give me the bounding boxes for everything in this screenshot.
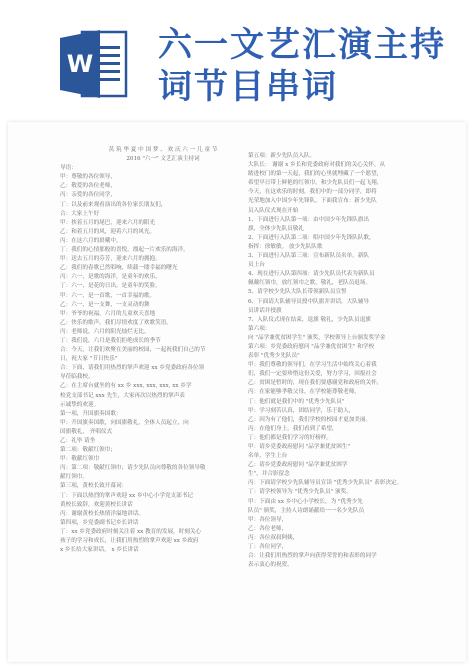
text-line: 们，我们一定要珍惜这份关爱，努力学习，回报社会 (248, 371, 377, 378)
text-line: 莴 筑 华 夏 中 国 梦 、 欢 庆 六 一 儿 童 节 (108, 147, 218, 153)
text-line: 校党支部书记 xxx 先生，大家再次以热烈的掌声表 (60, 392, 185, 399)
text-line: 丁：xx 乡党委政府时刻关注着 xx 教育的发展，时刻关心 (60, 528, 202, 535)
text-line: 乙：礼毕 请坐 (60, 438, 96, 444)
text-line: 导莅临我校。 (60, 374, 94, 381)
left-column (60, 146, 266, 555)
text-line: 丙：第二项：敬献红领巾；请少先队员向尊敬的各位领导敬 (60, 465, 206, 472)
text-line: 丙：老师说，六月的阳光灿烂无比。 (60, 328, 150, 335)
text-line: 第三项，黄校长致开幕词： (60, 483, 128, 490)
text-line: 丁：下面以热烈的掌声欢迎 xx 乡中心小学党支部书记 (60, 492, 193, 499)
text-line: 乙：各位老师， (248, 525, 288, 532)
page-title: 六一文艺汇演主持词节目串词 (158, 25, 446, 107)
text-line: 甲：六一，是一首歌，一首幸福的歌。 (60, 292, 156, 299)
text-line: 队员" 颁奖，主持人诗朗诵献给一一名少先队员 (248, 507, 365, 514)
text-line: 5、请学校少先队大队长带领新队员宣誓 (248, 289, 347, 296)
text-line: 第六项： (248, 325, 271, 332)
text-line: 乙：敬爱的各位老师， (60, 183, 116, 190)
text-line: 甲：送去五月的芬芳，迎来六月的拥抱。 (60, 256, 161, 263)
text-line: 国旗敬礼， 齐唱仪式 (60, 428, 113, 435)
right-column (248, 152, 454, 570)
text-line: 员上台 (248, 262, 265, 269)
text-line: 孩子的学习和成长，让我们用热烈的掌声欢迎 xx 乡政府 (60, 538, 199, 545)
text-line: 丙：亲爱的各位同学， (60, 192, 116, 199)
text-line: 乙：我们的春歌已然唱响，续载一缕幸福的曙光 (60, 265, 178, 272)
header (0, 0, 474, 122)
text-line: 今天，在这欢乐的时刻，我们中的一部分同学，即将 (248, 189, 377, 196)
text-line: 甲：挟着五月的尾巴，迎来六月的阳光 (60, 219, 156, 226)
text-line: 丁：他们都是我们学习的好榜样。 (248, 434, 332, 441)
text-line: 名单，学生上台 (248, 453, 288, 460)
text-line: 3、下面进行入队第三项：宣布新队员名单。新队 (248, 253, 370, 260)
text-line: 4、现在进行入队第四项：请少先队员代表为新队员 (248, 271, 375, 278)
text-line: 踏进校门的第一天起，我们的心里就埋藏了一个愿望， (248, 171, 383, 178)
text-line: 甲：学习刻苦认真，团结同学，乐于助人， (248, 407, 355, 414)
text-line: 丁：各位同学， (248, 544, 288, 551)
text-line: 乙：在主席台就坐的有 xx 乡 xxx, xxx, xxx, xx 乡学 (60, 383, 192, 390)
text-line: 黄校长致辞，欢迎黄校长讲话 (60, 501, 133, 508)
text-line: 6、下面请大队辅导员授中队旗并讲话，大队辅导 (248, 298, 370, 305)
text-line: 第二项：敬献红领巾； (60, 447, 116, 454)
text-line: 乙：和着五月的风，迎着六月的风光。 (60, 228, 156, 235)
text-line: 甲：升国旗奏国歌，向国旗敬礼，全体人员起立，向 (60, 419, 189, 426)
text-line: 合：让我们用热烈的掌声向获得荣誉的和表彰的同学 (248, 553, 377, 560)
text-line: 员讲话并授旗 (248, 307, 282, 314)
text-line: 生"，并合影留念 (248, 471, 290, 478)
text-line: 甲：爷爷的祝福，六月的儿童欢天喜地 (60, 310, 156, 317)
text-line: 1、下面进行入队第一项：由中国少年先锋队旗出 (248, 216, 370, 223)
text-line: 乙：六一，是一支舞，一支灵动的舞 (60, 301, 150, 308)
text-line: 甲：下面由 xx 乡中心小学校长，为 "优秀少先 (248, 498, 363, 505)
text-line: 表示衷心的祝贺。 (248, 562, 293, 569)
text-line: 7、入队仪式现在结束，退旗 敬礼，少先队员退旗 (248, 316, 371, 323)
text-line: 第六项：乡党委政府慰问 "品学兼优贫困生" 和学校 (248, 343, 375, 350)
text-line: 指挥：徐敏敏。 放少先队队歌 (248, 243, 323, 250)
text-line: 丙：在家能够孝敬父母，在学校能尊敬老师， (248, 389, 360, 396)
text-line: 向 "品学兼优贫困学生" 颁奖，学校领导上台颁发奖学金 (248, 334, 386, 341)
text-line: 光荣地加入中国少年先锋队，下面我宣布：新少先队 (248, 198, 377, 205)
text-line: 甲：各位领导， (248, 516, 288, 523)
text-line: 员入队仪式现在开始 (248, 207, 299, 214)
text-line: 丁：我们说，六月是我们拒绝成长的季节 (60, 337, 161, 344)
text-line: 献红领巾。 (60, 474, 88, 481)
text-line: 第五项：新少先队员入队。 (248, 153, 316, 159)
text-line: 合：今天，让我们欢聚在美丽的校园，一起祝我们自己的节 (60, 347, 206, 354)
text-line: 日，祝大家 "节日快乐" (60, 356, 118, 363)
text-line: 丁：他们就是我们中的 "优秀少先队员" (248, 398, 345, 405)
text-line: 示诚挚的欢迎。 (60, 401, 100, 408)
text-line: 丙：六一，是歌的海洋，是童年的欢乐， (60, 274, 161, 281)
text-line: 合：下面，请我们用热烈的掌声欢迎 xx 乡党委政府各位领 (60, 365, 205, 372)
text-line: 甲：敬献红领巾 (60, 456, 100, 463)
text-line: 乙：请乡党委政府慰问 "品学兼优贫困学 (248, 462, 348, 469)
text-line: 导语： (60, 165, 77, 172)
text-line: x 乡长给大家讲话。 x 乡长讲话 (60, 547, 139, 554)
text-line: 第四项，乡党委副书记乡长讲话 (60, 519, 139, 526)
text-line: 丁：我们的心情那般的喜悦，漂起一片欢乐的海洋。 (60, 247, 189, 254)
text-line: 丁：以及前来观看演出的各位家长朋友们， (60, 201, 167, 208)
text-line: 2016 "六一" 文艺汇演主持词 (126, 156, 200, 163)
text-line: 大队长： 谢谢 x 乡长和党委政府对我们的关心关怀，从 (248, 162, 386, 169)
text-line: 旗，全体少先队员敬礼 (248, 225, 304, 232)
text-line: 丙：下面请学校少先队辅导员宣读 "优秀少先队员" 表彰决定。 (248, 480, 403, 487)
text-line: 乙：因为有了他们，我们学校的校园才更加美丽。 (248, 416, 372, 423)
text-line: 表彰 "优秀少先队员" (248, 353, 300, 360)
document-page (8, 122, 466, 662)
text-line: 丙：在这六月的晨曦中， (60, 237, 122, 244)
text-line: 丙：谢谢黄校长热情洋溢地讲话。 (60, 510, 144, 517)
text-line: 乙：快乐的歌声，我们尽情欢度了欢歌笑语。 (60, 319, 172, 326)
text-line: 甲：请乡党委政府慰问 "品学兼优贫困生" (248, 444, 351, 450)
text-line: 合：大家上午好 (60, 210, 100, 217)
text-line: 甲：尊敬的各位领导， (60, 174, 116, 181)
word-doc-icon (60, 26, 132, 102)
text-line: 丁：六一，是花的日出，是童年的笑脸， (60, 283, 161, 290)
text-line: 丙：各位叔叔阿姨， (248, 534, 299, 541)
word-letter: W (66, 50, 94, 78)
text-line: 第一项，升国旗奏国歌： (60, 410, 122, 417)
text-line: 希望早日带上鲜艳的红领巾，和少先队员们一起飞翔， (248, 180, 383, 187)
text-line: 丙：在他们身上，我们看到了希望， (248, 425, 338, 432)
text-line: 乙：贫困是暂时的，现在我们要感谢党和政府的关怀， (248, 380, 383, 387)
text-line: 2、下面进行入队第二项：唱中国少年先锋队队歌， (248, 234, 375, 241)
text-line: 丁：请学校领导为 "优秀少先队员" 颁奖。 (248, 489, 352, 496)
text-line: 甲：我们尊敬的领导们，在学习生活中始终关心着我 (248, 362, 377, 369)
text-line: 佩戴红领巾，放红领巾之歌，敬礼，老队员退场。 (248, 280, 372, 287)
